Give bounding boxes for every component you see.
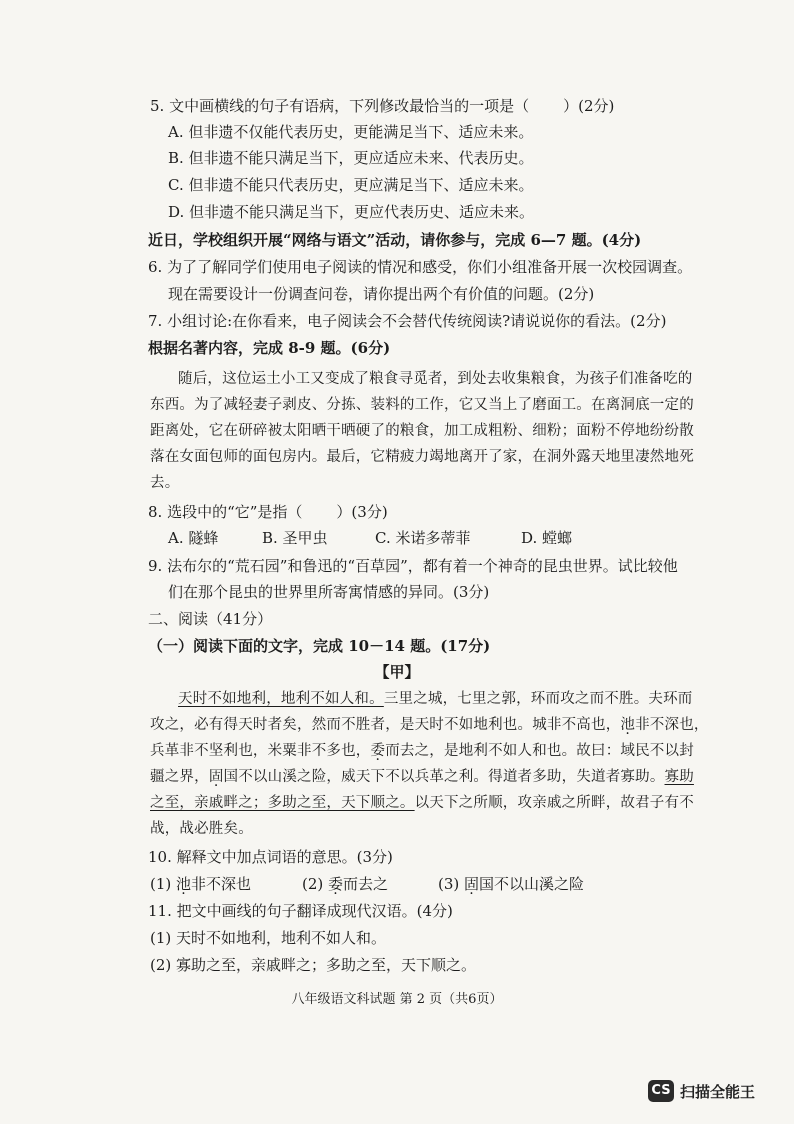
q10-item3 bbox=[438, 874, 584, 894]
intro-8-9: 根据名著内容，完成 8-9 题。(6分) bbox=[148, 339, 391, 357]
q8-option-d: D. 螳螂 bbox=[521, 529, 573, 547]
classical-line6: 战，战必胜矣。 bbox=[150, 821, 253, 837]
classical-text: 非不深也， bbox=[635, 717, 709, 733]
passage-label-jia: 【甲】 bbox=[374, 663, 420, 681]
classical-text: 兵革非不坚利也，米粟非不多也， bbox=[150, 743, 371, 759]
classical-line2 bbox=[150, 715, 709, 735]
classical-text: 以天下之所顺，攻亲戚之所畔，故君子有不 bbox=[414, 795, 694, 811]
q5-option-a: A. 但非遗不仅能代表历史，更能满足当下、适应未来。 bbox=[168, 123, 534, 141]
classical-line3 bbox=[150, 741, 694, 761]
q11-item2: (2) 寡助之至，亲戚畔之；多助之至，天下顺之。 bbox=[150, 956, 477, 974]
q5-option-c: C. 但非遗不能只代表历史，更应满足当下、适应未来。 bbox=[168, 176, 534, 194]
classical-text: 三里之城，七里之郭，环而攻之而不胜。夫环而 bbox=[383, 691, 693, 707]
dotted-word: 固 bbox=[464, 875, 480, 893]
scanner-watermark bbox=[648, 1080, 755, 1102]
camscanner-logo-icon: CS bbox=[648, 1080, 674, 1102]
q6-line1: 6. 为了了解同学们使用电子阅读的情况和感受，你们小组准备开展一次校园调查。 bbox=[148, 258, 693, 276]
excerpt-line3: 距离处，它在研碎被太阳晒干晒硬了的粮食，加工成粗粉、细粉；面粉不停地纷纷散 bbox=[150, 423, 694, 439]
classical-line5 bbox=[150, 793, 694, 813]
q8-score: ）(3分) bbox=[336, 503, 388, 521]
q7: 7. 小组讨论:在你看来，电子阅读会不会替代传统阅读?请说说你的看法。(2分) bbox=[148, 312, 667, 330]
dotted-word: 委 bbox=[328, 875, 344, 893]
classical-text: 而去之，是地利不如人和也。故曰：域民不以封 bbox=[385, 743, 694, 759]
q11-stem: 11. 把文中画线的句子翻译成现代汉语。(4分) bbox=[148, 902, 453, 920]
watermark-text: 扫描全能王 bbox=[680, 1082, 756, 1101]
q9-line1: 9. 法布尔的“荒石园”和鲁迅的“百草园”，都有着一个神奇的昆虫世界。试比较他 bbox=[148, 557, 678, 575]
q8-option-a: A. 隧蜂 bbox=[168, 529, 219, 547]
section-2-heading: 二、阅读（41分） bbox=[148, 610, 273, 628]
excerpt-line2: 东西。为了减轻妻子剥皮、分拣、装料的工作，它又当上了磨面工。在离洞底一定的 bbox=[150, 397, 694, 413]
q10-stem: 10. 解释文中加点词语的意思。(3分) bbox=[148, 848, 393, 866]
item-text: 国不以山溪之险 bbox=[479, 875, 585, 893]
excerpt-line5: 去。 bbox=[150, 475, 180, 491]
q11-item1: (1) 天时不如地利，地利不如人和。 bbox=[150, 929, 387, 947]
item-number: (1) bbox=[150, 875, 177, 893]
classical-text: 疆之界， bbox=[150, 769, 209, 785]
excerpt-line4: 落在女面包师的面包房内。最后，它精疲力竭地离开了家，在洞外露天地里凄然地死 bbox=[150, 449, 694, 465]
item-text: 非不深也 bbox=[191, 875, 252, 893]
q10-item2 bbox=[302, 874, 388, 894]
q9-line2: 们在那个昆虫的世界里所寄寓情感的异同。(3分) bbox=[168, 583, 490, 601]
q8-stem-text: 8. 选段中的“它”是指（ bbox=[148, 503, 303, 521]
q10-item1 bbox=[150, 874, 251, 894]
q6-line2: 现在需要设计一份调查问卷，请你提出两个有价值的问题。(2分) bbox=[168, 285, 595, 303]
dotted-word-chi: 池 bbox=[620, 717, 636, 733]
q8-option-b: B. 圣甲虫 bbox=[262, 529, 328, 547]
underlined-sentence-2-start: 寡助 bbox=[664, 769, 694, 785]
intro-6-7: 近日，学校组织开展“网络与语文”活动，请你参与，完成 6—7 题。(4分) bbox=[148, 231, 642, 249]
q8-stem bbox=[148, 502, 388, 522]
item-text: 而去之 bbox=[343, 875, 389, 893]
classical-line1 bbox=[178, 689, 693, 709]
q5-option-b: B. 但非遗不能只满足当下，更应适应未来、代表历史。 bbox=[168, 149, 534, 167]
item-number: (3) bbox=[438, 875, 465, 893]
classical-text: 国不以山溪之险，威天下不以兵革之利。得道者多助，失道者寡助。 bbox=[223, 769, 665, 785]
dotted-word: 池 bbox=[176, 875, 192, 893]
excerpt-line1: 随后，这位运土小工又变成了粮食寻觅者，到处去收集粮食，为孩子们准备吃的 bbox=[178, 371, 693, 387]
dotted-word-gu: 固 bbox=[208, 769, 224, 785]
q5-option-d: D. 但非遗不能只满足当下，更应代表历史、适应未来。 bbox=[168, 203, 535, 221]
classical-text: 攻之，必有得天时者矣，然而不胜者，是天时不如地利也。城非不高也， bbox=[150, 717, 621, 733]
page-footer: 八年级语文科试题 第 2 页（共6页） bbox=[291, 992, 503, 1007]
underlined-sentence-1: 天时不如地利，地利不如人和。 bbox=[178, 691, 384, 707]
q5-stem-text: 5. 文中画横线的句子有语病，下列修改最恰当的一项是（ bbox=[150, 97, 530, 115]
item-number: (2) bbox=[302, 875, 329, 893]
q5-score: ）(2分) bbox=[563, 97, 615, 115]
q5-stem bbox=[150, 96, 614, 116]
classical-line4 bbox=[150, 767, 694, 787]
dotted-word-wei: 委 bbox=[370, 743, 386, 759]
section-2-1-heading: （一）阅读下面的文字，完成 10－14 题。(17分) bbox=[148, 637, 491, 655]
underlined-sentence-2-end: 之至，亲戚畔之；多助之至，天下顺之。 bbox=[150, 795, 415, 811]
q8-option-c: C. 米诺多蒂菲 bbox=[375, 529, 471, 547]
